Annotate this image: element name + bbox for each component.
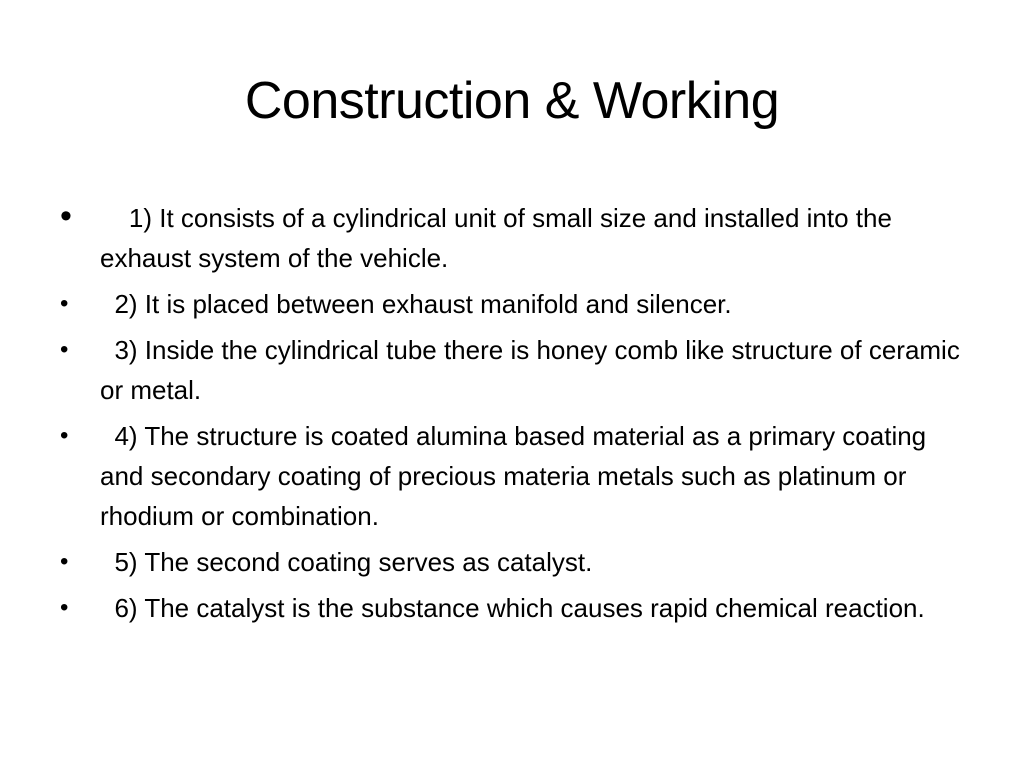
bullet-icon: • — [60, 594, 69, 621]
bullet-icon: • — [60, 336, 69, 363]
slide-title: Construction & Working — [244, 72, 780, 130]
bullet-icon: • — [60, 197, 72, 235]
list-item — [60, 588, 960, 628]
bullet-icon: • — [60, 422, 69, 449]
list-item — [60, 198, 960, 278]
list-item-text: 4) The structure is coated alumina based material as a primary coating and secondary coating of precious materia metals such as platinum or rhodium or combination. — [100, 421, 934, 531]
list-item-text: 2) It is placed between exhaust manifold and silencer. — [100, 289, 732, 319]
list-item-text: 5) The second coating serves as catalyst. — [100, 547, 593, 577]
list-item-text: 1) It consists of a cylindrical unit of small size and installed into the exhaust system of the vehicle. — [100, 203, 900, 273]
list-item — [60, 542, 960, 582]
list-item — [60, 330, 968, 410]
list-item — [60, 284, 960, 324]
list-item-text: 3) Inside the cylindrical tube there is honey comb like structure of ceramic or metal. — [100, 335, 968, 405]
bullet-icon: • — [60, 290, 69, 317]
list-item-text: 6) The catalyst is the substance which causes rapid chemical reaction. — [100, 593, 925, 623]
bullet-list — [60, 197, 968, 634]
bullet-icon: • — [60, 548, 69, 575]
list-item — [60, 416, 960, 536]
